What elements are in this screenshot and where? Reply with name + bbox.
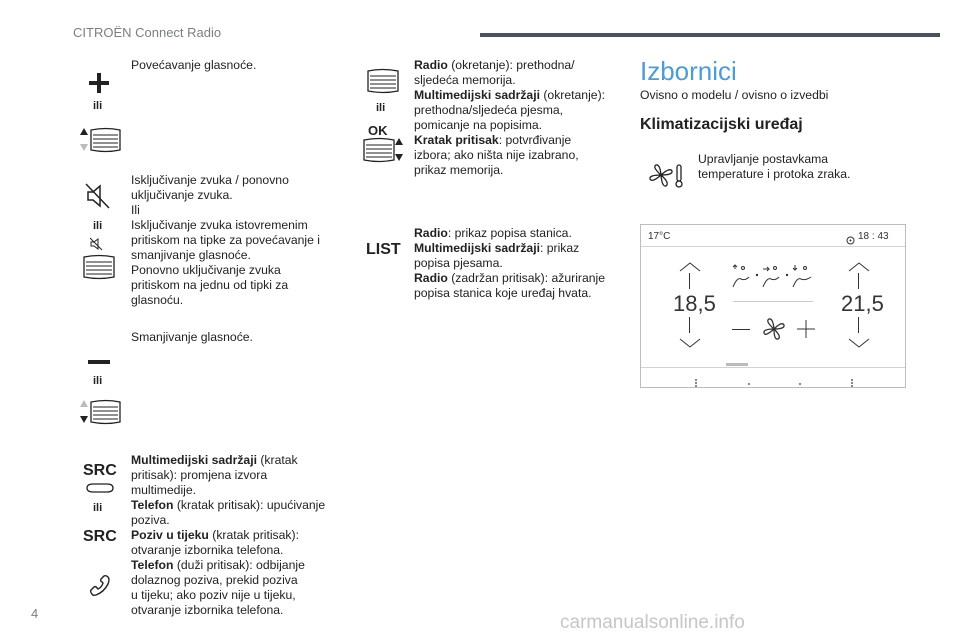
- left-temp-up-icon[interactable]: [679, 259, 701, 277]
- mute-line: pritiskom na tipke za povećavanje i: [131, 233, 321, 247]
- or-label: ili: [93, 502, 103, 514]
- src-label: SRC: [83, 462, 117, 479]
- watermark: carmanualsonline.info: [560, 612, 745, 633]
- list-term: Multimedijski sadržaji: [414, 241, 540, 255]
- radio-term: Radio: [414, 58, 448, 72]
- src-term: Telefon: [131, 498, 174, 512]
- clock: 18 : 43: [858, 231, 889, 242]
- bottom-bar-dots[interactable]: [695, 374, 855, 392]
- air-distribution-icons[interactable]: [731, 265, 823, 296]
- vol-up-text: Povećavanje glasnoće.: [131, 58, 257, 72]
- airflow-slider[interactable]: [733, 301, 813, 302]
- mute-line: uključivanje zvuka.: [131, 188, 233, 202]
- volume-up-plus-icon: [89, 73, 109, 98]
- ok-label: OK: [368, 123, 388, 138]
- right-temp-tick: [858, 273, 859, 289]
- outside-temp: 17°C: [648, 231, 671, 242]
- src-text: multimedije.: [131, 483, 197, 497]
- fan-icon[interactable]: [762, 317, 786, 346]
- left-temp-down-icon[interactable]: [679, 335, 701, 353]
- src-button-icon: [85, 481, 115, 499]
- radio-text: pomicanje na popisima.: [414, 118, 543, 132]
- thumbwheel-down-icon: [80, 399, 122, 430]
- radio-text: (okretanje):: [539, 88, 606, 102]
- src-term: Telefon: [131, 558, 174, 572]
- list-text: popisa stanica koje uređaj hvata.: [414, 286, 592, 300]
- right-temp-up-icon[interactable]: [848, 259, 870, 277]
- or-label: ili: [93, 100, 103, 112]
- page-number: 4: [31, 606, 39, 621]
- src-text: dolaznog poziva, prekid poziva: [131, 573, 298, 587]
- radio-text: prethodna/sljedeća pjesma,: [414, 103, 564, 117]
- volume-down-minus-icon: [88, 352, 110, 370]
- thumbwheel-updown-icon: [362, 137, 404, 168]
- list-text: : prikaz popisa stanica.: [447, 226, 572, 240]
- radio-text: (okretanje): prethodna/: [447, 58, 575, 72]
- radio-description: [414, 58, 605, 178]
- thumbwheel-icon: [82, 254, 116, 285]
- src-text: pritisak): promjena izvora: [131, 468, 268, 482]
- right-temp-value: 21,5: [841, 291, 884, 316]
- mute-line: glasnoću.: [131, 293, 184, 307]
- mute-line: Ili: [131, 203, 140, 217]
- mute-line: smanjivanje glasnoće.: [131, 248, 251, 262]
- climate-text: Upravljanje postavkama: [698, 152, 829, 166]
- src-text: (duži pritisak): odbijanje: [173, 558, 305, 572]
- radio-text: sljedeća memorija.: [414, 73, 516, 87]
- mute-line: Isključivanje zvuka istovremenim: [131, 218, 308, 232]
- src-term: Poziv u tijeku: [131, 528, 209, 542]
- list-text: (zadržan pritisak): ažuriranje: [447, 271, 605, 285]
- running-header: CITROËN Connect Radio: [73, 25, 222, 40]
- src-label: SRC: [83, 528, 117, 545]
- bottom-bar-divider: [641, 367, 905, 368]
- src-term: Multimedijski sadržaji: [131, 453, 257, 467]
- mute-line: Ponovno uključivanje zvuka: [131, 263, 281, 277]
- radio-term: Kratak pritisak: [414, 133, 499, 147]
- radio-term: Multimedijski sadržaji: [414, 88, 540, 102]
- src-text: poziva.: [131, 513, 170, 527]
- left-temp-value: 18,5: [673, 291, 716, 316]
- section-title: Izbornici: [640, 56, 737, 86]
- right-temp-tick: [858, 317, 859, 333]
- mute-line: Isključivanje zvuka / ponovno: [131, 173, 289, 187]
- thumbwheel-up-icon: [80, 127, 122, 158]
- or-label: ili: [93, 375, 103, 387]
- list-text: : prikaz: [539, 241, 580, 255]
- climate-text: temperature i protoka zraka.: [698, 167, 851, 181]
- src-text: (kratak: [256, 453, 298, 467]
- radio-text: : potvrđivanje: [498, 133, 572, 147]
- climate-heading: Klimatizacijski uređaj: [640, 116, 803, 133]
- or-label: ili: [376, 102, 386, 114]
- mute-description: [131, 173, 320, 308]
- list-description: [414, 226, 605, 301]
- climate-screen: [640, 224, 906, 388]
- radio-text: izbora; ako ništa nije izabrano,: [414, 148, 579, 162]
- phone-handset-icon: [88, 574, 112, 603]
- list-term: Radio: [414, 271, 448, 285]
- or-label: ili: [93, 220, 103, 232]
- src-description: [131, 453, 325, 618]
- left-temp-tick: [689, 273, 690, 289]
- src-text: otvaranje izbornika telefona.: [131, 603, 284, 617]
- settings-icon[interactable]: [846, 232, 855, 250]
- src-text: (kratak pritisak): upućivanje: [173, 498, 326, 512]
- src-text: otvaranje izbornika telefona.: [131, 543, 284, 557]
- active-tab-indicator: [726, 363, 748, 366]
- left-temp-tick: [689, 317, 690, 333]
- right-temp-down-icon[interactable]: [848, 335, 870, 353]
- fan-decrease-icon[interactable]: [732, 329, 750, 330]
- section-subtitle: Ovisno o modelu / ovisno o izvedbi: [640, 88, 829, 102]
- src-text: (kratak pritisak):: [208, 528, 299, 542]
- header-rule: [480, 33, 940, 37]
- vol-down-text: Smanjivanje glasnoće.: [131, 330, 253, 344]
- mute-icon: [85, 183, 111, 214]
- fan-increase-icon[interactable]: [797, 320, 815, 343]
- radio-text: prikaz memorija.: [414, 163, 504, 177]
- climate-fan-thermometer-icon: [648, 163, 684, 194]
- list-label: LIST: [366, 241, 401, 258]
- thumbwheel-icon: [366, 68, 400, 99]
- mute-line: pritiskom na jednu od tipki za: [131, 278, 289, 292]
- src-text: u tijeku; ako poziv nije u tijeku,: [131, 588, 296, 602]
- list-text: popisa pjesama.: [414, 256, 503, 270]
- screen-divider: [641, 246, 905, 247]
- climate-description: [698, 152, 850, 182]
- list-term: Radio: [414, 226, 448, 240]
